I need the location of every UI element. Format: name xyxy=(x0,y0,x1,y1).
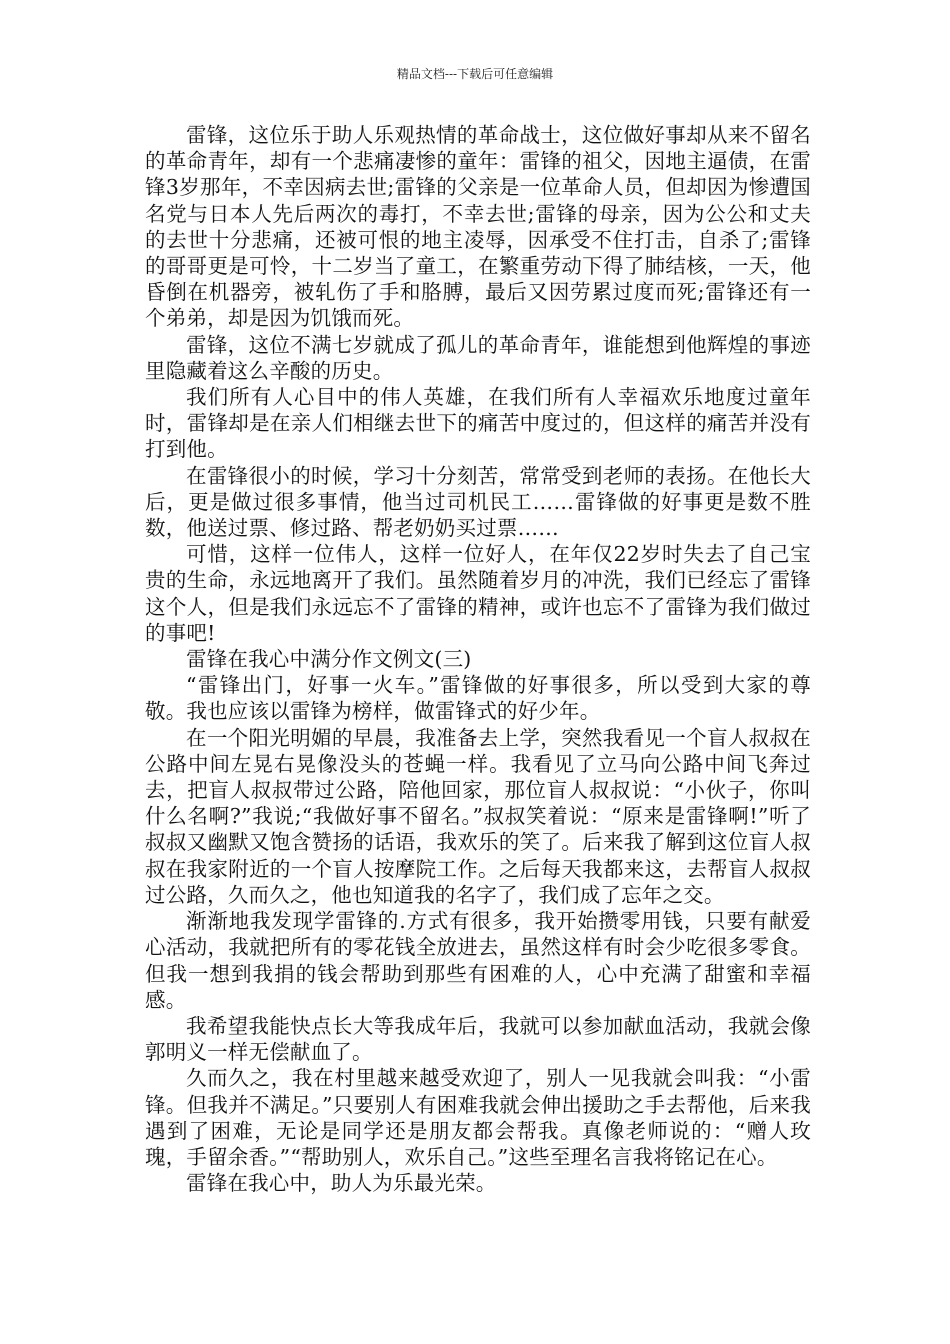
paragraph-10: 我希望我能快点长大等我成年后，我就可以参加献血活动，我就会像郭明义一样无偿献血了。 xyxy=(145,1013,811,1065)
paragraph-5: 可惜，这样一位伟人，这样一位好人，在年仅22岁时失去了自己宝贵的生命，永远地离开了我们。虽然随着岁月的冲洗，我们已经忘了雷锋这个人，但是我们永远忘不了雷锋的精神，或许也忘不了雷锋为我们做过的事吧! xyxy=(145,542,811,645)
article-body xyxy=(145,122,811,1196)
paragraph-1: 雷锋，这位乐于助人乐观热情的革命战士，这位做好事却从来不留名的革命青年，却有一个悲痛凄惨的童年：雷锋的祖父，因地主逼债，在雷锋3岁那年，不幸因病去世;雷锋的父亲是一位革命人员，但却因为惨遭国名党与日本人先后两次的毒打，不幸去世;雷锋的母亲，因为公公和丈夫的去世十分悲痛，还被可恨的地主凌辱，因承受不住打击，自杀了;雷锋的哥哥更是可怜，十二岁当了童工，在繁重劳动下得了肺结核，一天，他昏倒在机器旁，被轧伤了手和胳膊，最后又因劳累过度而死;雷锋还有一个弟弟，却是因为饥饿而死。 xyxy=(145,123,811,331)
paragraph-11: 久而久之，我在村里越来越受欢迎了，别人一见我就会叫我：“小雷锋。但我并不满足。”只要别人有困难我就会伸出援助之手去帮他，后来我遇到了困难，无论是同学还是朋友都会帮我。真像老师说的：“赠人玫瑰，手留余香。”“帮助别人，欢乐自己。”这些至理名言我将铭记在心。 xyxy=(145,1066,811,1169)
paragraph-8: 在一个阳光明媚的早晨，我准备去上学，突然我看见一个盲人叔叔在公路中间左晃右晃像没头的苍蝇一样。我看见了立马向公路中间飞奔过去，把盲人叔叔带过公路，陪他回家，那位盲人叔叔说：“小伙子，你叫什么名啊?”我说;“我做好事不留名。”叔叔笑着说：“原来是雷锋啊!”听了叔叔又幽默又饱含赞扬的话语，我欢乐的笑了。后来我了解到这位盲人叔叔在我家附近的一个盲人按摩院工作。之后每天我都来这，去帮盲人叔叔过公路，久而久之，他也知道我的名字了，我们成了忘年之交。 xyxy=(145,725,811,907)
paragraph-4: 在雷锋很小的时候，学习十分刻苦，常常受到老师的表扬。在他长大后，更是做过很多事情，他当过司机民工……雷锋做的好事更是数不胜数，他送过票、修过路、帮老奶奶买过票…… xyxy=(145,463,811,541)
paragraph-12: 雷锋在我心中，助人为乐最光荣。 xyxy=(186,1171,497,1196)
paragraph-7: “雷锋出门，好事一火车。”雷锋做的好事很多，所以受到大家的尊敬。我也应该以雷锋为榜样，做雷锋式的好少年。 xyxy=(145,673,811,724)
page-header: 精品文档---下载后可任意编辑 xyxy=(396,67,554,81)
paragraph-9: 渐渐地我发现学雷锋的.方式有很多，我开始攒零用钱，只要有献爱心活动，我就把所有的零花钱全放进去，虽然这样有时会少吃很多零食。但我一想到我捐的钱会帮助到那些有困难的人，心中充满了甜蜜和幸福感。 xyxy=(145,909,811,1012)
section-title: 雷锋在我心中满分作文例文(三) xyxy=(186,647,472,672)
paragraph-3: 我们所有人心目中的伟人英雄，在我们所有人幸福欢乐地度过童年时，雷锋却是在亲人们相继去世下的痛苦中度过的，但这样的痛苦并没有打到他。 xyxy=(145,385,811,462)
paragraph-2: 雷锋，这位不满七岁就成了孤儿的革命青年，谁能想到他辉煌的事迹里隐藏着这么辛酸的历史。 xyxy=(145,332,811,383)
